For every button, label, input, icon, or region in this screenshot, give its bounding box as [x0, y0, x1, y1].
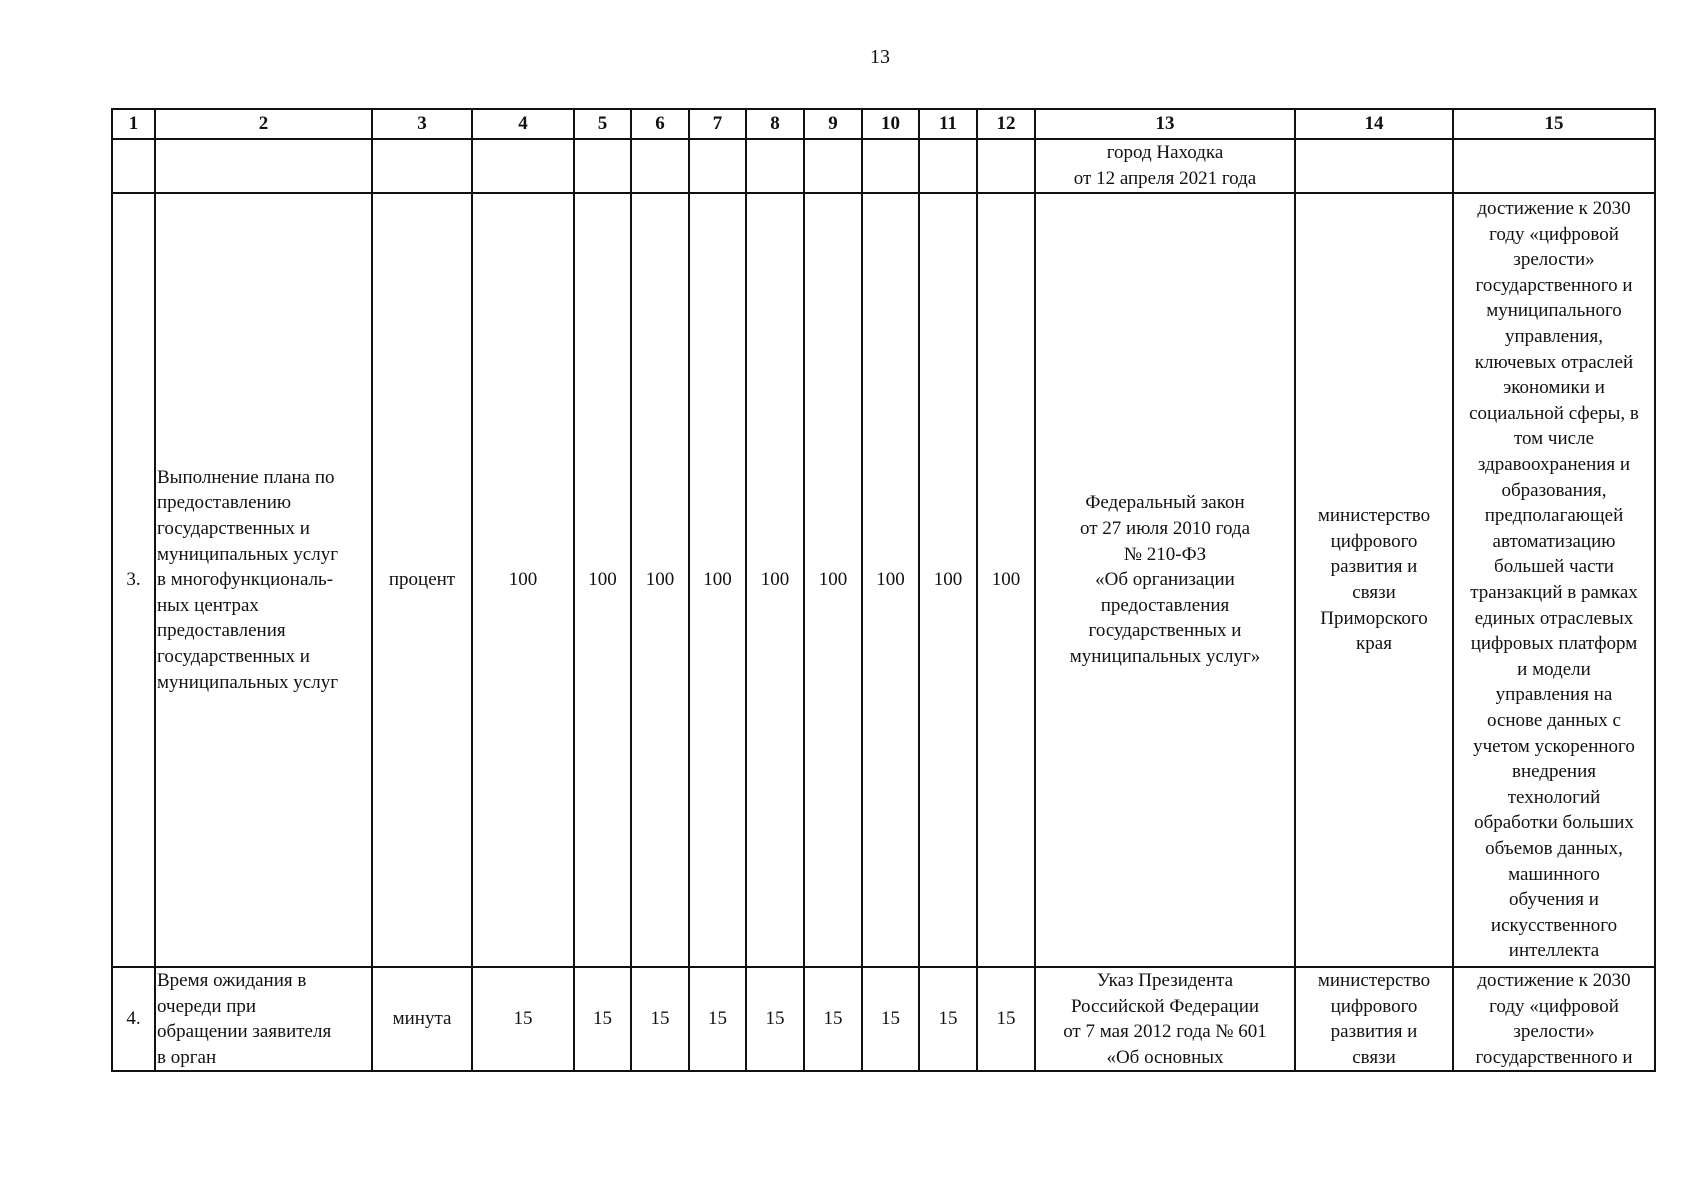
value-cell: 100 — [574, 193, 631, 967]
indicator-name: Время ожидания в очереди при обращении заявителя в орган — [155, 967, 372, 1071]
value-cell: 100 — [472, 193, 574, 967]
column-number-row — [112, 109, 1655, 139]
value-cell: 15 — [977, 967, 1035, 1071]
column-header: 4 — [472, 109, 574, 139]
value-cell: 15 — [574, 967, 631, 1071]
value-cell: 100 — [919, 193, 977, 967]
legal-basis-cell: Указ Президента Российской Федерации от 7 мая 2012 года № 601 «Об основных — [1035, 967, 1295, 1071]
value-cell: 100 — [631, 193, 689, 967]
value-cell: 15 — [472, 967, 574, 1071]
continuation-basis-cell: город Находка от 12 апреля 2021 года — [1035, 139, 1295, 193]
value-cell: 15 — [804, 967, 862, 1071]
unit-cell: процент — [372, 193, 472, 967]
column-header: 6 — [631, 109, 689, 139]
table-row — [112, 193, 1655, 967]
column-header: 5 — [574, 109, 631, 139]
column-header: 10 — [862, 109, 919, 139]
column-header: 11 — [919, 109, 977, 139]
value-cell: 100 — [804, 193, 862, 967]
indicator-name: Выполнение плана по предоставлению государственных и муниципальных услуг в многофункциональ- ных центрах предоставления государственных и муниципальных услуг — [155, 193, 372, 967]
page-number: 13 — [870, 46, 890, 68]
goal-cell: достижение к 2030 году «цифровой зрелости» государственного и — [1453, 967, 1655, 1071]
column-header: 2 — [155, 109, 372, 139]
column-header: 15 — [1453, 109, 1655, 139]
value-cell: 15 — [631, 967, 689, 1071]
column-header: 1 — [112, 109, 155, 139]
value-cell: 100 — [977, 193, 1035, 967]
column-header: 9 — [804, 109, 862, 139]
column-header: 14 — [1295, 109, 1453, 139]
value-cell: 100 — [862, 193, 919, 967]
column-header: 13 — [1035, 109, 1295, 139]
value-cell: 15 — [689, 967, 746, 1071]
responsible-cell: министерство цифрового развития и связи Приморского края — [1295, 193, 1453, 967]
row-number: 4. — [112, 967, 155, 1071]
value-cell: 100 — [746, 193, 804, 967]
column-header: 3 — [372, 109, 472, 139]
column-header: 12 — [977, 109, 1035, 139]
value-cell: 15 — [919, 967, 977, 1071]
row-number: 3. — [112, 193, 155, 967]
value-cell: 100 — [689, 193, 746, 967]
column-header: 8 — [746, 109, 804, 139]
legal-basis-cell: Федеральный закон от 27 июля 2010 года № 210-ФЗ «Об организации предоставления государственных и муниципальных услуг» — [1035, 193, 1295, 967]
unit-cell: минута — [372, 967, 472, 1071]
responsible-cell: министерство цифрового развития и связи — [1295, 967, 1453, 1071]
indicators-table — [111, 108, 1656, 1072]
value-cell: 15 — [746, 967, 804, 1071]
column-header: 7 — [689, 109, 746, 139]
goal-cell: достижение к 2030 году «цифровой зрелости» государственного и муниципального управления, ключевых отраслей экономики и социальной сферы, в том числе здравоохранения и образования, предполагающей автоматизацию большей части транзакций в рамках единых отраслевых цифровых платформ и модели управления на основе данных с учетом ускоренного внедрения технологий обработки больших объемов данных, машинного обучения и искусственного интеллекта — [1453, 193, 1655, 967]
continuation-row — [112, 139, 1655, 193]
value-cell: 15 — [862, 967, 919, 1071]
table-row — [112, 967, 1655, 1071]
